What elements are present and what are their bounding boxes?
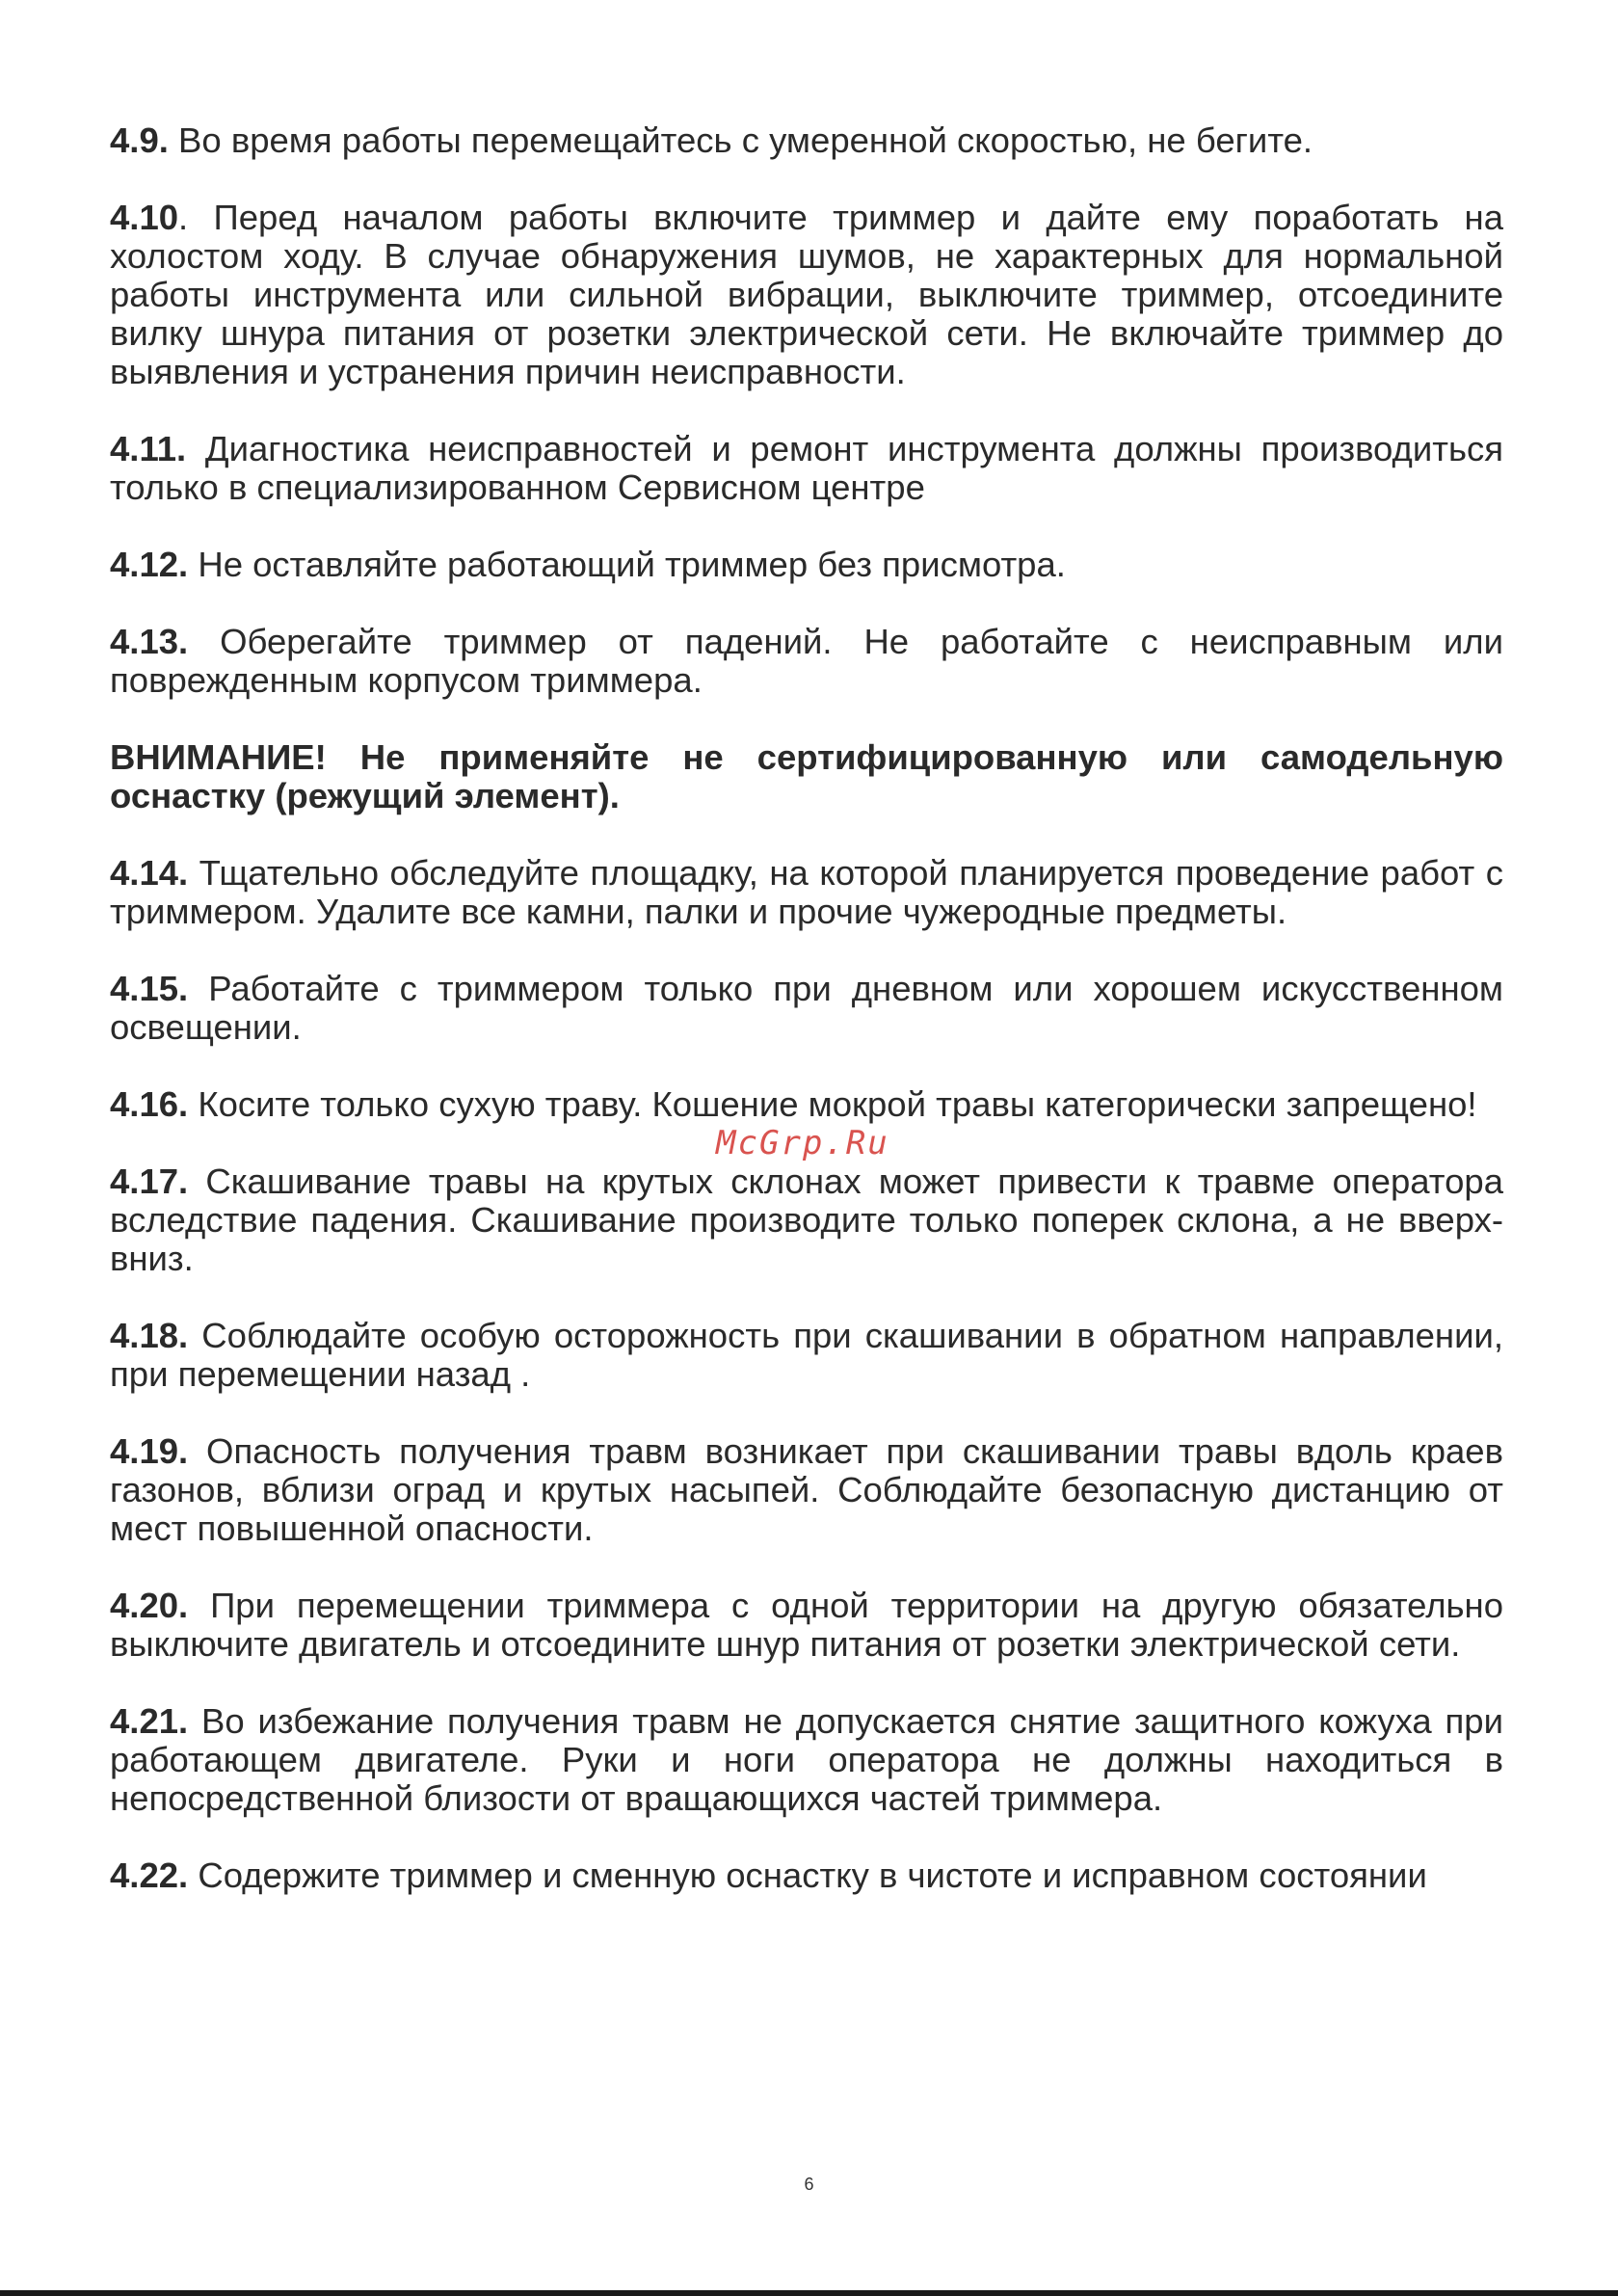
paragraph-number: 4.13.: [110, 622, 189, 661]
paragraph-text: Содержите триммер и сменную оснастку в чистоте и исправном состоянии: [188, 1855, 1427, 1895]
document-body: [110, 121, 1503, 1934]
paragraph-4-12: [110, 546, 1503, 584]
paragraph-text: Тщательно обследуйте площадку, на которой планируется проведение работ с триммером. Удалите все камни, палки и прочие чужеродные предметы.: [110, 853, 1503, 931]
paragraph-number: 4.12.: [110, 545, 189, 584]
paragraph-text: Скашивание травы на крутых склонах может привести к травме оператора вследствие падения. Скашивание производите только поперек склона, а не вверх-вниз.: [110, 1161, 1503, 1278]
paragraph-4-11: [110, 430, 1503, 507]
warning-text: ВНИМАНИЕ! Не применяйте не сертифицированную или самодельную оснастку (режущий элемент).: [110, 737, 1503, 815]
paragraph-number: 4.17.: [110, 1161, 189, 1201]
paragraph-4-22: [110, 1856, 1503, 1895]
paragraph-4-16: [110, 1085, 1503, 1124]
paragraph-number: 4.14.: [110, 853, 189, 893]
paragraph-text: Диагностика неисправностей и ремонт инструмента должны производиться только в специализированном Сервисном центре: [110, 429, 1503, 507]
watermark-logo: McGrp.Ru: [716, 1124, 889, 1162]
paragraph-number: 4.16.: [110, 1084, 189, 1124]
paragraph-4-13: [110, 623, 1503, 700]
paragraph-number: 4.20.: [110, 1586, 189, 1625]
warning-paragraph: [110, 738, 1503, 815]
paragraph-number: 4.9.: [110, 120, 169, 160]
paragraph-number: 4.22.: [110, 1855, 189, 1895]
paragraph-text: Соблюдайте особую осторожность при скашивании в обратном направлении, при перемещении назад .: [110, 1316, 1503, 1394]
paragraph-text: Оберегайте триммер от падений. Не работайте с неисправным или поврежденным корпусом триммера.: [110, 622, 1503, 700]
paragraph-4-17: [110, 1162, 1503, 1278]
paragraph-4-19: [110, 1432, 1503, 1548]
paragraph-text: Косите только сухую траву. Кошение мокрой травы категорически запрещено!: [188, 1084, 1477, 1124]
paragraph-text: При перемещении триммера с одной территории на другую обязательно выключите двигатель и отсоедините шнур питания от розетки электрической сети.: [110, 1586, 1503, 1664]
paragraph-number: 4.11.: [110, 429, 187, 468]
page-number: 6: [804, 2175, 814, 2194]
paragraph-number: 4.18.: [110, 1316, 189, 1355]
paragraph-text: Во время работы перемещайтесь с умеренной скоростью, не бегите.: [168, 120, 1313, 160]
paragraph-4-15: [110, 970, 1503, 1047]
paragraph-4-21: [110, 1702, 1503, 1818]
paragraph-4-10: [110, 199, 1503, 391]
paragraph-4-18: [110, 1317, 1503, 1394]
paragraph-text: Не оставляйте работающий триммер без присмотра.: [188, 545, 1066, 584]
paragraph-text: . Перед началом работы включите триммер и дайте ему поработать на холостом ходу. В случае обнаружения шумов, не характерных для нормальной работы инструмента или сильной вибрации, выключите триммер, отсоедините вилку шнура питания от розетки электрической сети. Не включайте триммер до выявления и устранения причин неисправности.: [110, 198, 1503, 391]
paragraph-number: 4.10: [110, 198, 179, 237]
paragraph-text: Во избежание получения травм не допускается снятие защитного кожуха при работающем двигателе. Руки и ноги оператора не должны находиться в непосредственной близости от вращающихся частей триммера.: [110, 1701, 1503, 1818]
bottom-border-divider: [0, 2290, 1618, 2296]
paragraph-4-14: [110, 854, 1503, 931]
paragraph-4-20: [110, 1587, 1503, 1664]
paragraph-4-9: [110, 121, 1503, 160]
paragraph-text: Опасность получения травм возникает при скашивании травы вдоль краев газонов, вблизи оград и крутых насыпей. Соблюдайте безопасную дистанцию от мест повышенной опасности.: [110, 1431, 1503, 1548]
paragraph-number: 4.21.: [110, 1701, 189, 1741]
paragraph-number: 4.15.: [110, 969, 189, 1008]
paragraph-text: Работайте с триммером только при дневном или хорошем искусственном освещении.: [110, 969, 1503, 1047]
paragraph-number: 4.19.: [110, 1431, 189, 1471]
